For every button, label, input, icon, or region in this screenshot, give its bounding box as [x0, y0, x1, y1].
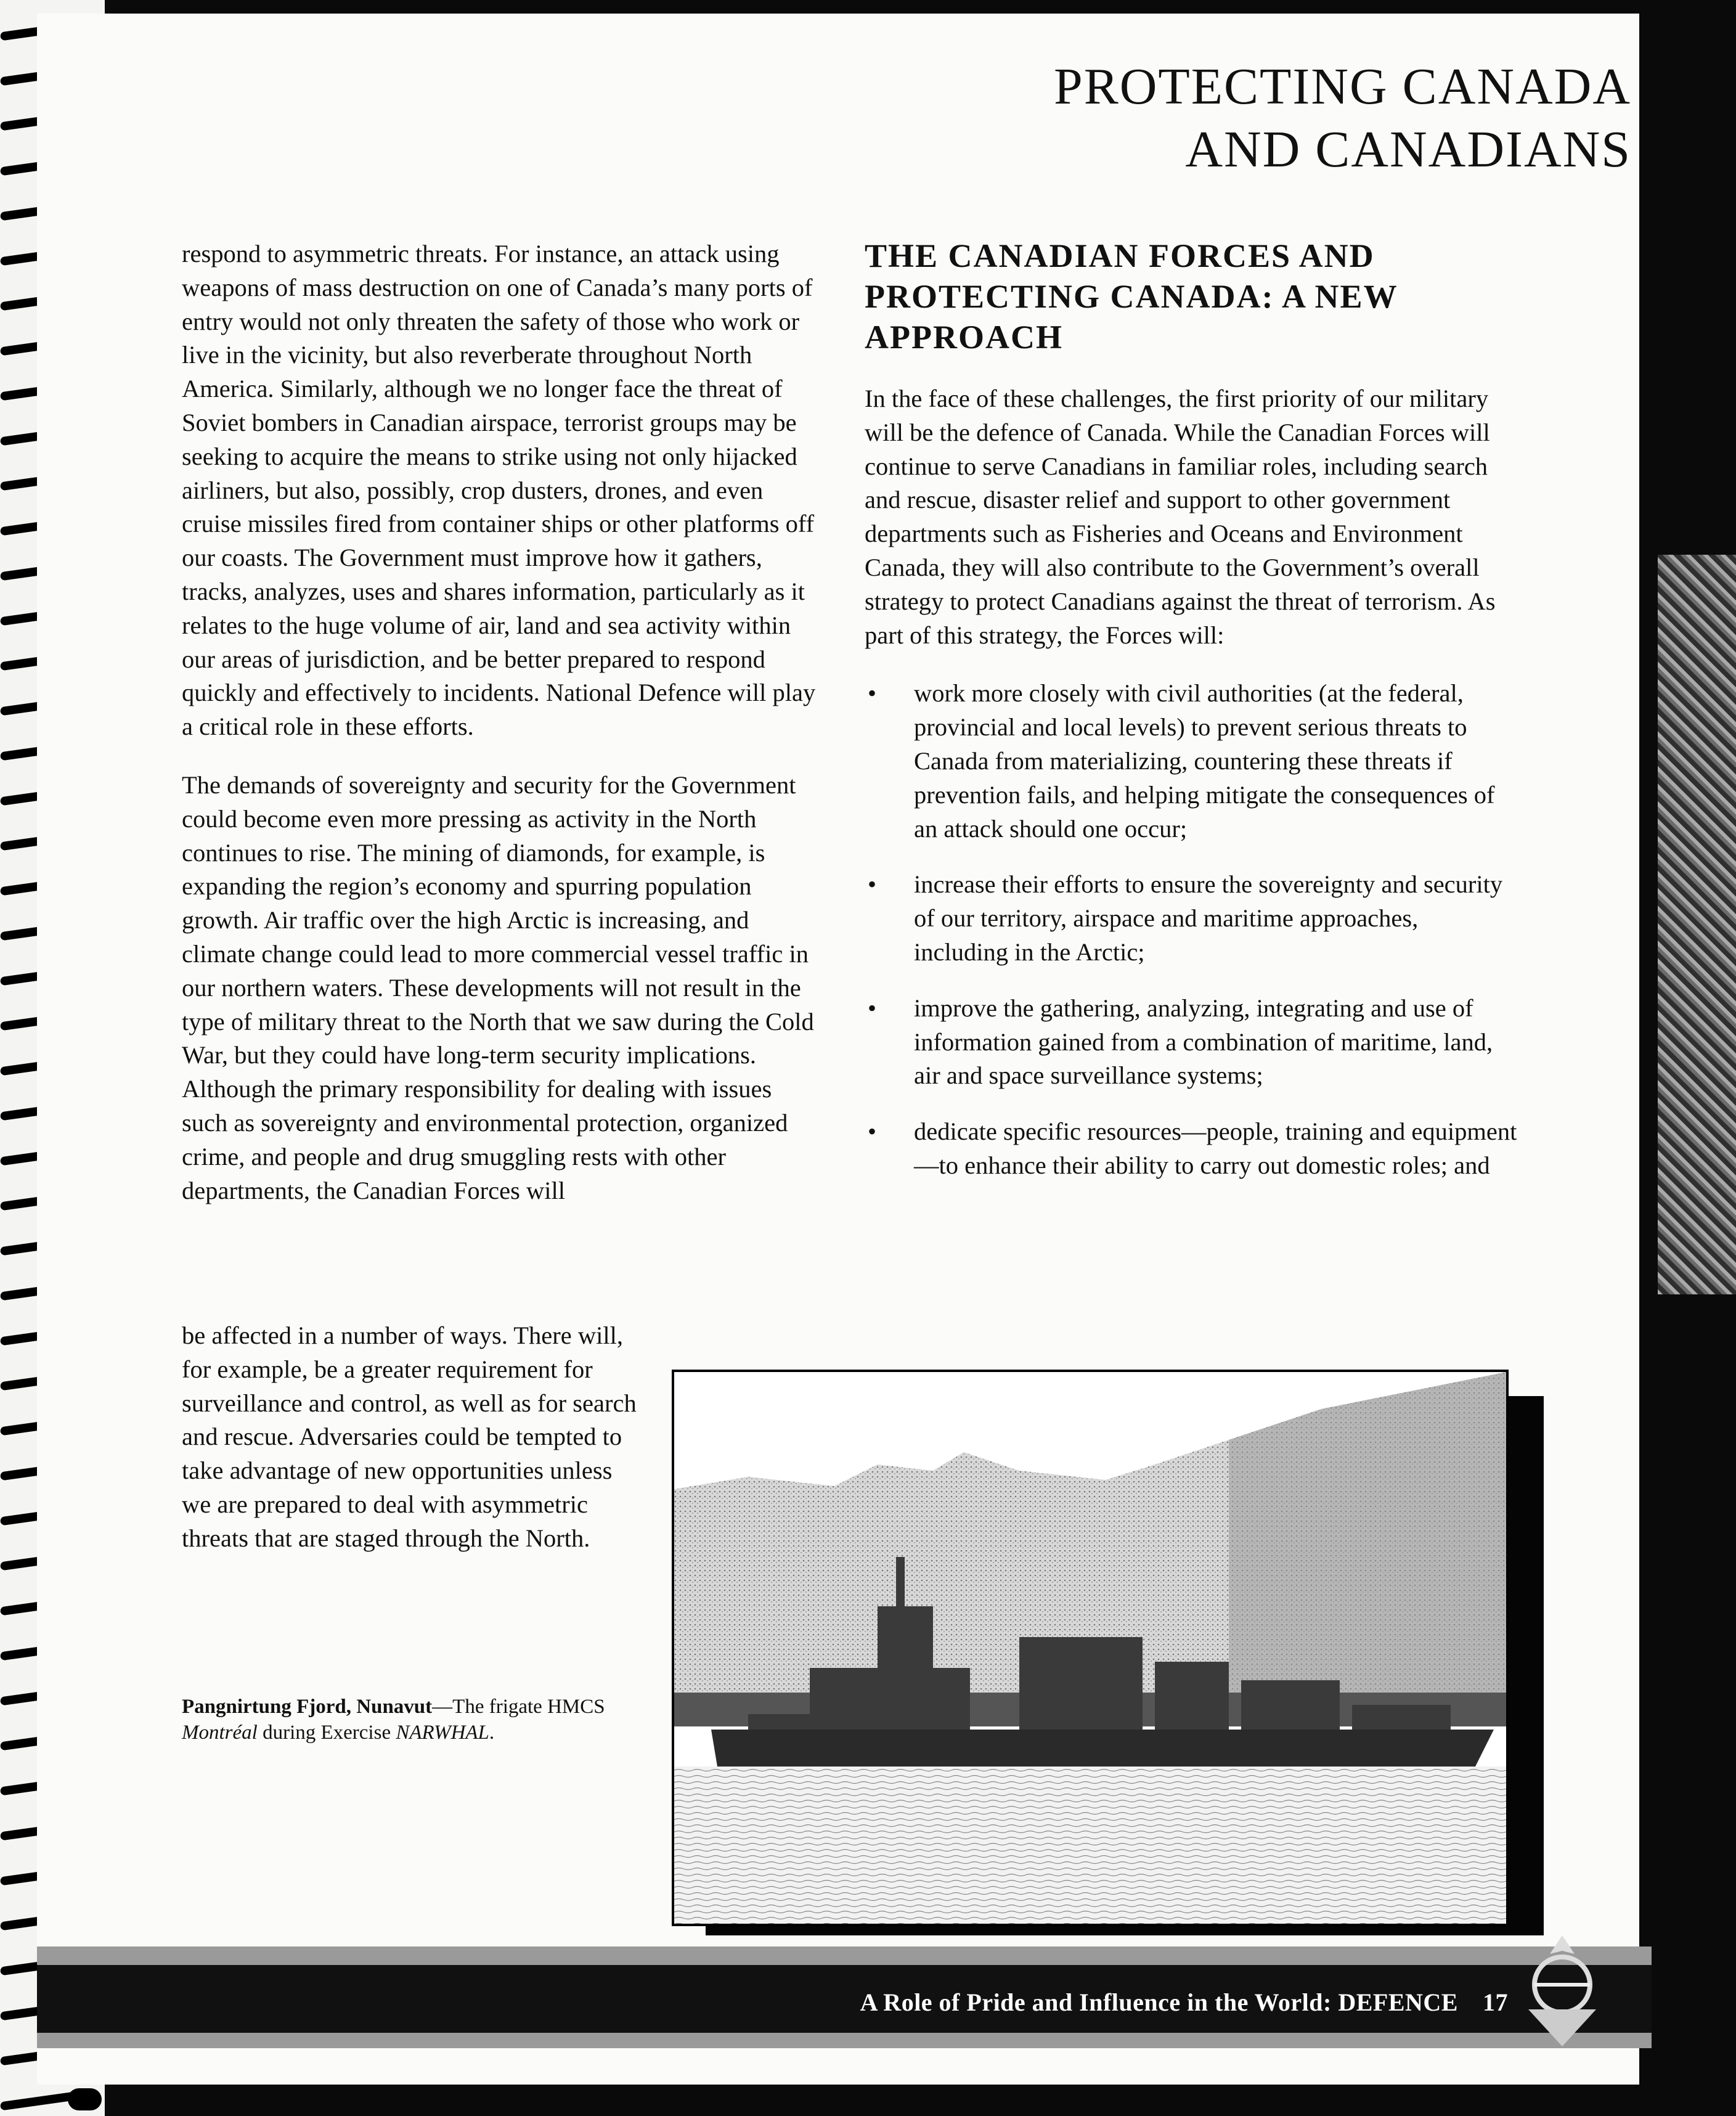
frigate-photo — [672, 1370, 1509, 1926]
list-item — [865, 868, 1518, 969]
section-heading: THE CANADIAN FORCES AND PROTECTING CANADA: A NEW APPROACH — [865, 237, 1398, 356]
list-item — [865, 992, 1518, 1093]
paragraph-continuation: be affected in a number of ways. There will, for example, be a greater requirement for surveillance and control, as well as for search and rescue. Adversaries could be tempted to take advantage of new opportunities unless we are prepared to deal with asymmetric threats that are staged through the North. — [182, 1321, 637, 1552]
page-title — [1054, 55, 1631, 181]
bullet-icon: • — [868, 1117, 877, 1146]
paragraph-asymmetric-threats: respond to asymmetric threats. For instance, an attack using weapons of mass destruction on one of Canada’s many ports of entry would not only threaten the safety of those who work or live in the vicinity, but also reverberate throughout North America. Similarly, although we no longer face the threat of Soviet bombers in Canadian airspace, terrorist groups may be seeking to acquire the means to strike using not only hijacked airliners, but also, possibly, crop dusters, drones, and even cruise missiles fired from container ships or other platforms off our coasts. The Government must improve how it gathers, tracks, analyzes, uses and shares information, particularly as it relates to the huge volume of air, land and sea activity within our areas of jurisdiction, and be better prepared to respond quickly and effectively to incidents. National Defence will play a critical role in these efforts. — [182, 240, 816, 741]
caption-place: Pangnirtung Fjord, Nunavut — [182, 1696, 433, 1718]
scan-edge-noise — [1658, 555, 1736, 1294]
caption-middle: during Exercise — [257, 1722, 396, 1744]
page-number: 17 — [1483, 1988, 1508, 2016]
bullet-list — [865, 677, 1518, 1182]
caption-ship: Montréal — [182, 1722, 258, 1744]
footer — [860, 1988, 1508, 2017]
list-item-text: improve the gathering, analyzing, integrating and use of information gained from a combination of maritime, land, air and space surveillance systems; — [914, 994, 1493, 1090]
defence-emblem-icon — [1516, 1929, 1608, 2053]
page-title-line1: PROTECTING CANADA — [1054, 58, 1631, 115]
paragraph-intro: In the face of these challenges, the first priority of our military will be the defence of Canada. While the Canadian Forces will continue to serve Canadians in familiar roles, including search and rescue, disaster relief and support to other government departments such as Fisheries and Oceans and Environment Canada, they will also contribute to the Government’s overall strategy to protect Canadians against the threat of terrorism. As part of this strategy, the Forces will: — [865, 385, 1496, 649]
caption-dash: —The frigate HMCS — [432, 1696, 605, 1718]
list-item — [865, 677, 1518, 846]
caption-end: . — [489, 1722, 495, 1744]
list-item — [865, 1115, 1518, 1183]
binding-coil — [0, 2088, 102, 2110]
bullet-icon: • — [868, 679, 877, 708]
list-item-text: dedicate specific resources—people, training and equipment—to enhance their ability to carry out domestic roles; and — [914, 1117, 1517, 1179]
right-column — [865, 235, 1518, 1205]
coil-knob — [68, 2088, 102, 2110]
bullet-icon: • — [868, 870, 877, 899]
page-title-line2: AND CANADIANS — [1185, 121, 1631, 178]
caption-exercise: NARWHAL — [396, 1722, 489, 1744]
left-column — [182, 237, 817, 1232]
photo-caption — [182, 1694, 650, 1746]
bullet-icon: • — [868, 994, 877, 1022]
list-item-text: increase their efforts to ensure the sovereignty and security of our territory, airspace and maritime approaches, including in the Arctic; — [914, 870, 1503, 966]
paragraph-north-sovereignty: The demands of sovereignty and security for the Government could become even more pressing as activity in the North continues to rise. The mining of diamonds, for example, is expanding the region’s economy and spurring population growth. Air traffic over the high Arctic is increasing, and climate change could lead to more commercial vessel traffic in our northern waters. These developments will not result in the type of military threat to the North that we saw during the Cold War, but they could have long-term security implications. Although the primary responsibility for dealing with issues such as sovereignty and environmental protection, organized crime, and people and drug smuggling rests with other departments, the Canadian Forces will — [182, 770, 814, 1204]
frigate-fjord-illustration — [674, 1372, 1506, 1924]
footer-title: A Role of Pride and Influence in the World: DEFENCE — [860, 1988, 1458, 2016]
list-item-text: work more closely with civil authorities (at the federal, provincial and local levels) to prevent serious threats to Canada from materializing, countering these threats if prevention fails, and helping mitigate the consequences of an attack should one occur; — [914, 679, 1495, 843]
